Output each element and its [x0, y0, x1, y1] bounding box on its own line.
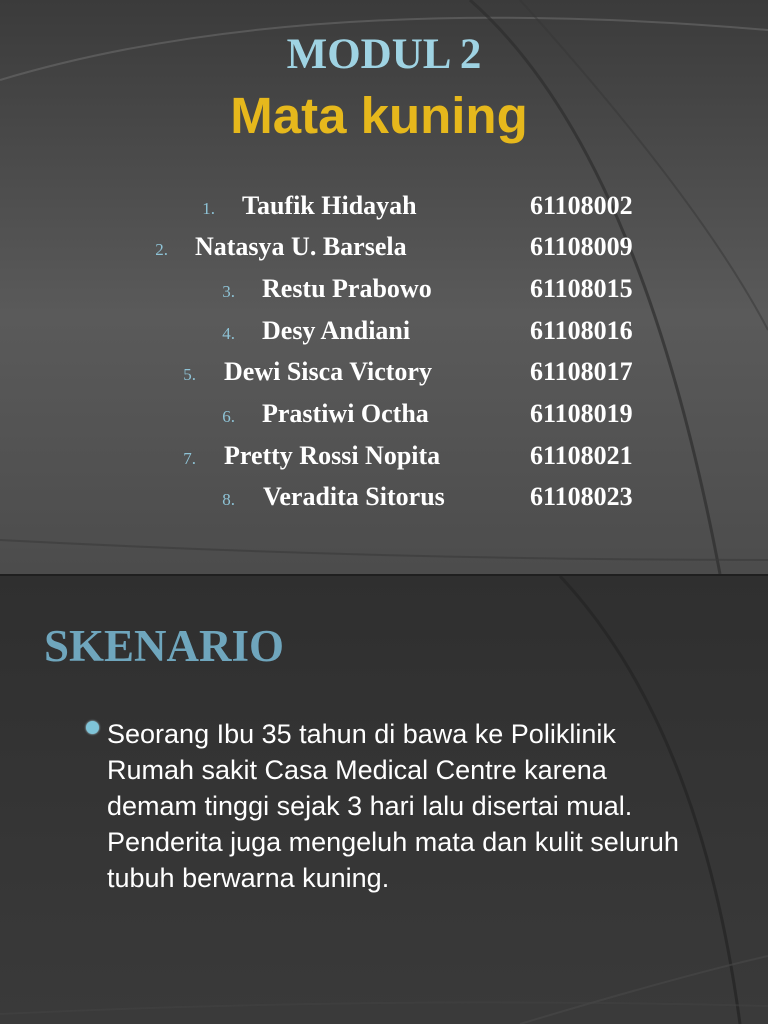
member-name: Dewi Sisca Victory	[224, 357, 432, 386]
scenario-text: Seorang Ibu 35 tahun di bawa ke Poliklinik Rumah sakit Casa Medical Centre karena demam tinggi sejak 3 hari lalu disertai mual. Penderita juga mengeluh mata dan kulit seluruh tubuh berwarna kuning.	[107, 719, 679, 893]
topic-title: Mata kuning	[230, 87, 528, 144]
member-name: Prastiwi Octha	[262, 399, 429, 428]
member-number: 7.	[183, 449, 196, 468]
member-name: Desy Andiani	[262, 316, 411, 345]
member-number: 5.	[183, 365, 196, 384]
member-row-2	[0, 232, 768, 272]
member-nim: 61108002	[530, 191, 633, 220]
member-row-6	[0, 399, 768, 439]
member-number: 8.	[222, 490, 235, 509]
member-name: Pretty Rossi Nopita	[224, 441, 441, 470]
member-name: Natasya U. Barsela	[195, 232, 407, 261]
member-number: 6.	[222, 407, 235, 426]
member-number: 1.	[202, 199, 215, 218]
member-number: 4.	[222, 324, 235, 343]
member-name: Taufik Hidayah	[242, 191, 417, 220]
member-nim: 61108015	[530, 274, 633, 303]
member-nim: 61108021	[530, 441, 633, 470]
member-row-4	[0, 316, 768, 356]
module-title: MODUL 2	[286, 31, 482, 78]
member-name: Restu Prabowo	[262, 274, 432, 303]
member-row-8	[0, 482, 768, 522]
member-name: Veradita Sitorus	[263, 482, 445, 511]
member-row-3	[0, 274, 768, 314]
member-nim: 61108019	[530, 399, 633, 428]
member-number: 2.	[155, 240, 168, 259]
member-nim: 61108009	[530, 232, 633, 261]
bullet-icon	[86, 721, 99, 734]
member-row-1	[0, 191, 768, 231]
member-nim: 61108016	[530, 316, 633, 345]
member-nim: 61108023	[530, 482, 633, 511]
member-row-5	[0, 357, 768, 397]
member-row-7	[0, 441, 768, 481]
section-heading: SKENARIO	[44, 621, 285, 671]
member-number: 3.	[222, 282, 235, 301]
member-nim: 61108017	[530, 357, 633, 386]
